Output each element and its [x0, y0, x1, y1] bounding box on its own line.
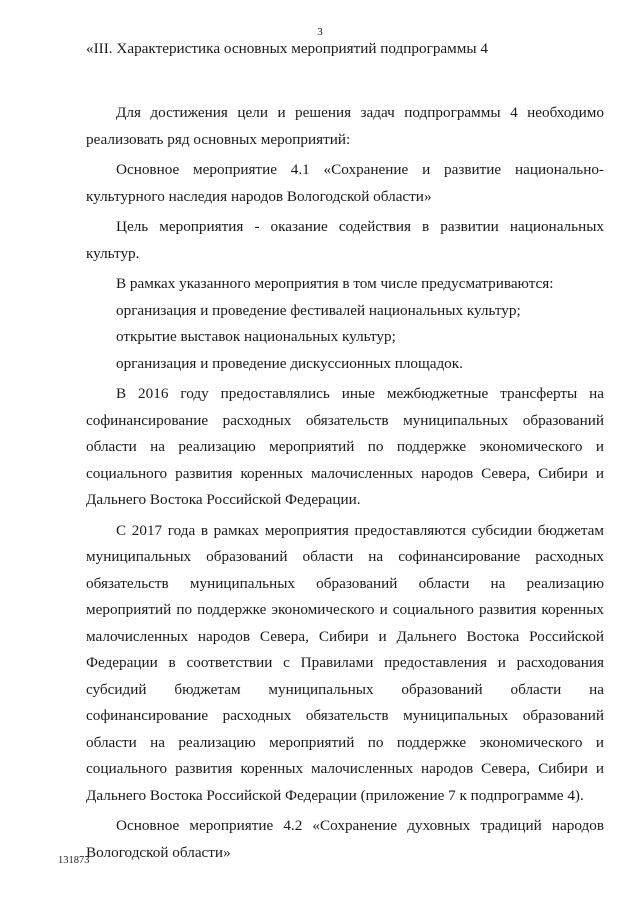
list-item-exhibitions: открытие выставок национальных культур; — [116, 328, 396, 345]
list-item-discussion-platforms: организация и проведение дискуссионных площадок. — [116, 354, 463, 372]
paragraph-activity-4-2: Основное мероприятие 4.2 «Сохранение духовных традиций народов Вологодской области» — [86, 817, 604, 861]
paragraph-activity-4-1: Основное мероприятие 4.1 «Сохранение и развитие национально-культурного наследия народов Вологодской области» — [86, 161, 604, 205]
paragraph-2016-transfers: В 2016 году предоставлялись иные межбюджетные трансферты на софинансирование расходных обязательств муниципальных образований области на реализацию мероприятий по поддержке экономического и социального развития коренных малочисленных народов Севера, Сибири и Дальнего Востока Российской Федерации. — [86, 385, 604, 508]
paragraph-provisions-intro: В рамках указанного мероприятия в том числе предусматриваются: — [116, 275, 554, 292]
paragraph-intro: Для достижения цели и решения задач подпрограммы 4 необходимо реализовать ряд основных мероприятий: — [86, 104, 604, 148]
paragraph-2017-subsidies: С 2017 года в рамках мероприятия предоставляются субсидии бюджетам муниципальных образований области на софинансирование расходных обязательств муниципальных образований области на реализацию мероприятий по поддержке экономического и социального развития коренных малочисленных народов Севера, Сибири и Дальнего Востока Российской Федерации в соответствии с Правилами предоставления и расходования субсидий бюджетам муниципальных образований области на софинансирование расходных обязательств муниципальных образований области на реализацию мероприятий по поддержке экономического и социального развития коренных малочисленных народов Севера, Сибири и Дальнего Востока Российской Федерации (приложение 7 к подпрограмме 4). — [86, 521, 604, 804]
paragraph-activity-goal: Цель мероприятия - оказание содействия в развитии национальных культур. — [86, 218, 604, 262]
section-heading: «III. Характеристика основных мероприятий подпрограммы 4 — [86, 40, 488, 57]
list-item-festivals: организация и проведение фестивалей национальных культур; — [116, 301, 521, 319]
document-body — [86, 100, 604, 866]
page-number: 3 — [317, 26, 323, 38]
document-code: 131873 — [58, 855, 90, 866]
